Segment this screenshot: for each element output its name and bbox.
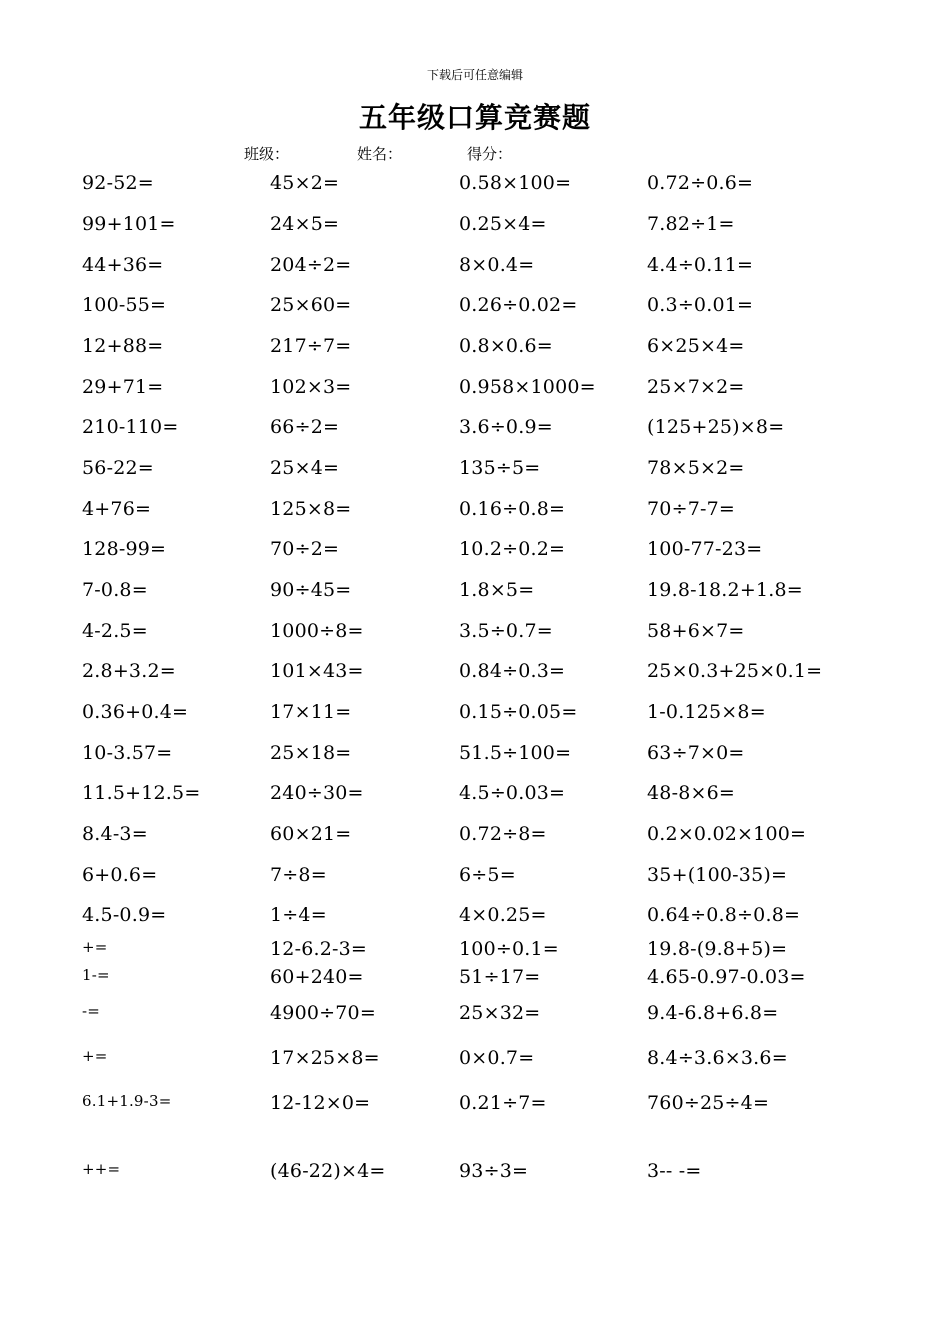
problem-item: 6×25×4=: [647, 335, 745, 357]
problem-item: 0.25×4=: [459, 213, 547, 235]
problem-item: 4×0.25=: [459, 904, 547, 926]
problem-item: 8×0.4=: [459, 254, 535, 276]
problem-item: 19.8-18.2+1.8=: [647, 579, 803, 601]
problem-item: 0.3÷0.01=: [647, 294, 754, 316]
problem-item: 3.6÷0.9=: [459, 416, 553, 438]
problem-item: 1÷4=: [270, 904, 327, 926]
problem-item: 0.64÷0.8÷0.8=: [647, 904, 801, 926]
problem-item: 0×0.7=: [459, 1047, 535, 1069]
score-field-label: 得分：: [467, 145, 513, 163]
problem-item: 1000÷8=: [270, 620, 364, 642]
problem-item: 58+6×7=: [647, 620, 745, 642]
problem-item: 11.5+12.5=: [82, 782, 201, 804]
problem-item: 35+(100-35)=: [647, 864, 788, 886]
problem-item: 100÷0.1=: [459, 938, 559, 960]
problem-item: 7÷8=: [270, 864, 327, 886]
problem-item: 8.4-3=: [82, 823, 148, 845]
problem-item: 66÷2=: [270, 416, 340, 438]
problem-item: 45×2=: [270, 172, 340, 194]
problem-item: ++=: [82, 1160, 121, 1178]
problem-item: 12+88=: [82, 335, 164, 357]
problem-item: 3.5÷0.7=: [459, 620, 553, 642]
problem-item: 90÷45=: [270, 579, 352, 601]
problem-item: 70÷7-7=: [647, 498, 736, 520]
problem-item: 4.5-0.9=: [82, 904, 167, 926]
problem-item: 0.72÷0.6=: [647, 172, 754, 194]
problem-item: 9.4-6.8+6.8=: [647, 1002, 779, 1024]
problem-item: 4.65-0.97-0.03=: [647, 966, 806, 988]
problem-item: 48-8×6=: [647, 782, 736, 804]
problem-item: 0.958×1000=: [459, 376, 596, 398]
problem-item: 4900÷70=: [270, 1002, 376, 1024]
problem-item: 0.16÷0.8=: [459, 498, 566, 520]
problem-item: 10.2÷0.2=: [459, 538, 566, 560]
problem-item: 2.8+3.2=: [82, 660, 176, 682]
problem-item: 92-52=: [82, 172, 154, 194]
class-field-label: 班级：: [244, 145, 290, 163]
problem-item: 0.58×100=: [459, 172, 572, 194]
problem-item: 240÷30=: [270, 782, 364, 804]
problem-item: 25×0.3+25×0.1=: [647, 660, 823, 682]
problem-item: 102×3=: [270, 376, 352, 398]
problem-item: 44+36=: [82, 254, 164, 276]
problem-item: 4+76=: [82, 498, 152, 520]
problem-item: 63÷7×0=: [647, 742, 745, 764]
problem-item: 4.5÷0.03=: [459, 782, 566, 804]
problem-item: 0.26÷0.02=: [459, 294, 578, 316]
problem-item: 70÷2=: [270, 538, 340, 560]
problem-item: 51.5÷100=: [459, 742, 572, 764]
problem-item: 1-0.125×8=: [647, 701, 766, 723]
problem-item: 0.15÷0.05=: [459, 701, 578, 723]
problem-item: +=: [82, 938, 108, 956]
problem-item: 99+101=: [82, 213, 176, 235]
problem-item: 0.21÷7=: [459, 1092, 547, 1114]
problem-item: 60+240=: [270, 966, 364, 988]
problem-item: 4.4÷0.11=: [647, 254, 754, 276]
problem-item: 760÷25÷4=: [647, 1092, 770, 1114]
problem-item: 0.8×0.6=: [459, 335, 553, 357]
problem-item: 78×5×2=: [647, 457, 745, 479]
problem-item: 4-2.5=: [82, 620, 148, 642]
problem-item: 6.1+1.9-3=: [82, 1092, 172, 1110]
problem-item: 25×7×2=: [647, 376, 745, 398]
problem-item: 25×32=: [459, 1002, 541, 1024]
problem-item: 7.82÷1=: [647, 213, 735, 235]
problem-item: -=: [82, 1002, 101, 1020]
problem-item: +=: [82, 1047, 108, 1065]
problem-item: 25×4=: [270, 457, 340, 479]
problem-item: 210-110=: [82, 416, 179, 438]
download-note: 下载后可任意编辑: [426, 68, 523, 82]
problem-item: 56-22=: [82, 457, 154, 479]
problem-item: 204÷2=: [270, 254, 352, 276]
problem-item: 6÷5=: [459, 864, 516, 886]
problem-item: 24×5=: [270, 213, 340, 235]
problem-item: 25×18=: [270, 742, 352, 764]
problem-item: 128-99=: [82, 538, 167, 560]
problem-item: 10-3.57=: [82, 742, 173, 764]
problem-item: 17×25×8=: [270, 1047, 380, 1069]
problem-item: 12-12×0=: [270, 1092, 371, 1114]
problem-item: 0.2×0.02×100=: [647, 823, 807, 845]
problem-item: 100-55=: [82, 294, 167, 316]
problem-item: 217÷7=: [270, 335, 352, 357]
problem-item: 0.84÷0.3=: [459, 660, 566, 682]
problem-item: 101×43=: [270, 660, 364, 682]
problem-item: 0.72÷8=: [459, 823, 547, 845]
problem-item: 29+71=: [82, 376, 164, 398]
problem-item: 51÷17=: [459, 966, 541, 988]
name-field-label: 姓名：: [357, 145, 403, 163]
problem-item: 12-6.2-3=: [270, 938, 368, 960]
problem-item: 125×8=: [270, 498, 352, 520]
problem-item: 93÷3=: [459, 1160, 529, 1182]
problem-item: 1-=: [82, 966, 110, 984]
problem-item: 7-0.8=: [82, 579, 148, 601]
problem-item: 0.36+0.4=: [82, 701, 189, 723]
problem-item: 17×11=: [270, 701, 352, 723]
problem-item: (46-22)×4=: [270, 1160, 386, 1182]
problem-item: 1.8×5=: [459, 579, 535, 601]
problem-item: 19.8-(9.8+5)=: [647, 938, 788, 960]
problem-item: 100-77-23=: [647, 538, 763, 560]
problem-item: 6+0.6=: [82, 864, 158, 886]
problem-item: (125+25)×8=: [647, 416, 785, 438]
problem-item: 3-- -=: [647, 1160, 702, 1182]
problem-item: 25×60=: [270, 294, 352, 316]
problem-item: 8.4÷3.6×3.6=: [647, 1047, 788, 1069]
problem-item: 60×21=: [270, 823, 352, 845]
problem-item: 135÷5=: [459, 457, 541, 479]
page-title: 五年级口算竞赛题: [358, 101, 591, 134]
